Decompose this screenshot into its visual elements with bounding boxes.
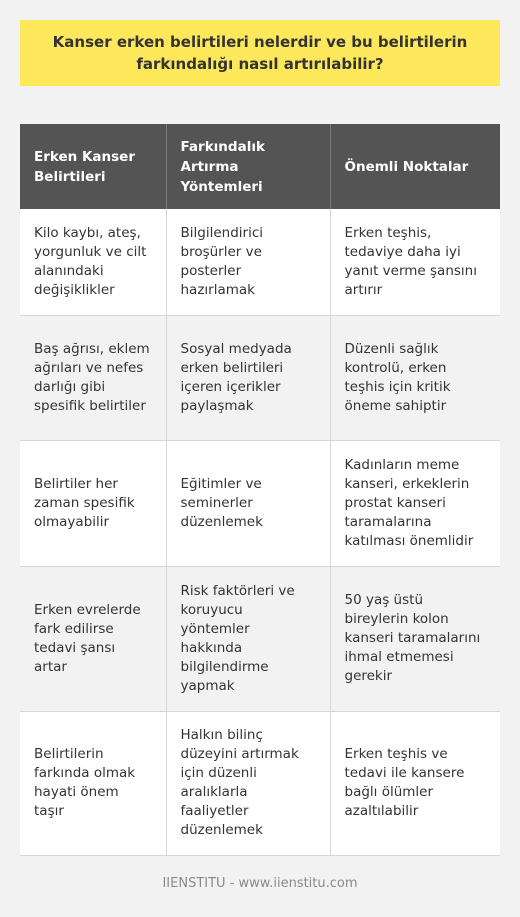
table-cell: Sosyal medyada erken belirtileri içeren içerikler paylaşmak [166, 315, 330, 440]
table-cell: Baş ağrısı, eklem ağrıları ve nefes darlığı gibi spesifik belirtiler [20, 315, 166, 440]
info-table [20, 124, 500, 856]
table-cell: Erken teşhis, tedaviye daha iyi yanıt verme şansını artırır [330, 209, 500, 315]
table-cell: Eğitimler ve seminerler düzenlemek [166, 440, 330, 566]
column-header-symptoms: Erken Kanser Belirtileri [20, 124, 166, 209]
table-row [20, 566, 500, 711]
table-cell: Düzenli sağlık kontrolü, erken teşhis için kritik öneme sahiptir [330, 315, 500, 440]
table-row [20, 209, 500, 315]
table-cell: Erken evrelerde fark edilirse tedavi şansı artar [20, 566, 166, 711]
table-row [20, 440, 500, 566]
page-title: Kanser erken belirtileri nelerdir ve bu belirtilerin farkındalığı nasıl artırılabilir? [52, 33, 468, 73]
footer-credit: IIENSTITU - www.iienstitu.com [162, 876, 358, 891]
table-cell: Erken teşhis ve tedavi ile kansere bağlı ölümler azaltılabilir [330, 711, 500, 855]
table-header-row [20, 124, 500, 209]
column-header-awareness-methods: Farkındalık Artırma Yöntemleri [166, 124, 330, 209]
table-cell: Risk faktörleri ve koruyucu yöntemler hakkında bilgilendirme yapmak [166, 566, 330, 711]
table-cell: Kilo kaybı, ateş, yorgunluk ve cilt alanındaki değişiklikler [20, 209, 166, 315]
title-banner [20, 20, 500, 86]
table-row [20, 315, 500, 440]
table-cell: 50 yaş üstü bireylerin kolon kanseri taramalarını ihmal etmemesi gerekir [330, 566, 500, 711]
table-cell: Belirtiler her zaman spesifik olmayabilir [20, 440, 166, 566]
table-cell: Halkın bilinç düzeyini artırmak için düzenli aralıklarla faaliyetler düzenlemek [166, 711, 330, 855]
table-cell: Kadınların meme kanseri, erkeklerin prostat kanseri taramalarına katılması önemlidir [330, 440, 500, 566]
table-cell: Belirtilerin farkında olmak hayati önem taşır [20, 711, 166, 855]
column-header-key-points: Önemli Noktalar [330, 124, 500, 209]
table-row [20, 711, 500, 855]
table-cell: Bilgilendirici broşürler ve posterler hazırlamak [166, 209, 330, 315]
